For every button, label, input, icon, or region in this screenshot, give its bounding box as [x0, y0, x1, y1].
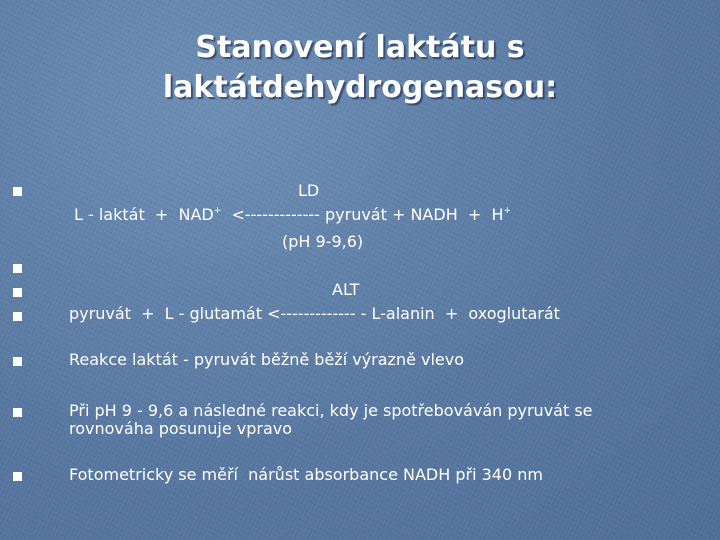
reaction-1-condition: (pH 9-9,6) — [282, 232, 364, 251]
bullet-photometry: Fotometricky se měří nárůst absorbance NADH při 340 nm — [69, 465, 543, 484]
bullet-ph-shift-line-1: Při pH 9 - 9,6 a následné reakci, kdy je spotřebováván pyruvát se — [69, 401, 593, 420]
bullet-marker — [13, 288, 22, 297]
slide-title — [60, 28, 660, 108]
reaction-2-equation: pyruvát + L - glutamát <------------- - L-alanin + oxoglutarát — [69, 304, 560, 323]
bullet-marker — [13, 472, 22, 481]
bullet-marker — [13, 187, 22, 196]
reaction-1-right: <------------- pyruvát + NADH + H — [221, 205, 504, 224]
bullet-marker — [13, 312, 22, 321]
bullet-marker — [13, 408, 22, 417]
reaction-1-equation — [74, 205, 511, 225]
enzyme-alt-label: ALT — [332, 280, 360, 299]
enzyme-ld-label: LD — [298, 181, 320, 200]
slide-title-line-1: Stanovení laktátu s — [195, 30, 525, 65]
slide-title-line-2: laktátdehydrogenasou: — [162, 70, 558, 105]
bullet-reaction-direction: Reakce laktát - pyruvát běžně běží výrazně vlevo — [69, 350, 465, 369]
nad-charge: + — [213, 206, 222, 216]
reaction-1-left: L - laktát + NAD — [74, 205, 214, 224]
proton-charge: + — [503, 206, 512, 216]
bullet-ph-shift-line-2: rovnováha posunuje vpravo — [69, 419, 293, 438]
bullet-marker — [13, 357, 22, 366]
bullet-marker — [13, 264, 22, 273]
